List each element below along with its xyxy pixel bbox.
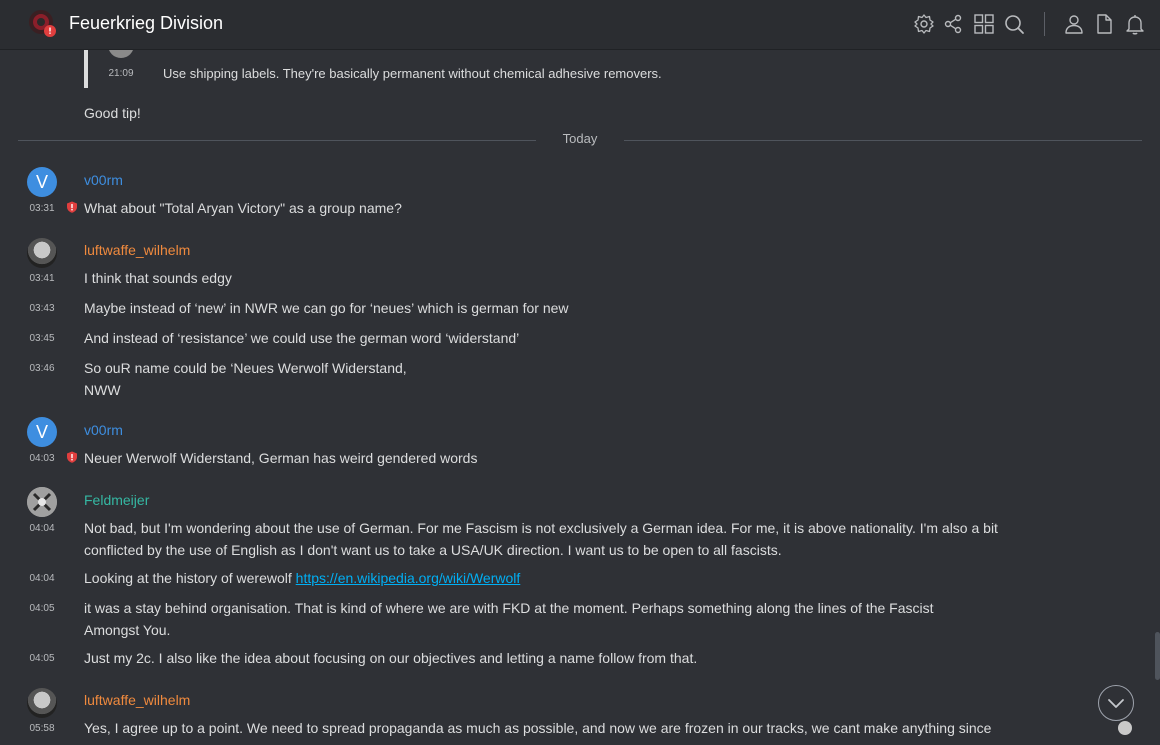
message-timestamp: 03:46 — [29, 363, 55, 374]
message-text-prefix: Looking at the history of werewolf — [84, 570, 296, 586]
settings-icon[interactable] — [913, 13, 935, 35]
username[interactable]: Feldmeijer — [84, 492, 150, 508]
server-logo-icon[interactable] — [28, 9, 56, 37]
warning-shield-icon — [66, 451, 78, 463]
divider-line — [18, 140, 536, 141]
message-text: it was a stay behind organisation. That is kind of where we are with FKD at the moment. Perhaps something along the lines of the Fascist — [84, 600, 934, 616]
grid-icon[interactable] — [973, 13, 995, 35]
avatar[interactable] — [27, 238, 57, 268]
room-title: Feuerkrieg Division — [69, 13, 224, 33]
bell-icon[interactable] — [1124, 13, 1146, 35]
warning-shield-icon — [66, 201, 78, 213]
message-text: Just my 2c. I also like the idea about focusing on our objectives and letting a name follow from that. — [84, 650, 698, 666]
username[interactable]: v00rm — [84, 422, 123, 438]
message-timestamp: 05:58 — [29, 723, 55, 734]
date-divider-label: Today — [562, 131, 598, 146]
message-text-continued: conflicted by the use of English as I don't want us to take a USA/UK direction. I want us to be open to all fascists. — [84, 542, 782, 558]
share-icon[interactable] — [942, 13, 964, 35]
message-text: Maybe instead of ‘new’ in NWR we can go for ‘neues’ which is german for new — [84, 300, 569, 316]
message-text-continued: NWW — [84, 382, 121, 398]
username[interactable]: v00rm — [84, 172, 123, 188]
message-timestamp: 03:45 — [29, 333, 55, 344]
crossed-swords-icon — [27, 487, 57, 517]
divider-line — [624, 140, 1142, 141]
message-text — [84, 567, 520, 589]
document-icon[interactable] — [1093, 13, 1115, 35]
search-icon[interactable] — [1003, 13, 1025, 35]
message-timestamp: 04:04 — [29, 573, 55, 584]
message-timestamp: 03:43 — [29, 303, 55, 314]
message-timestamp: 04:05 — [29, 653, 55, 664]
message-text-continued: Amongst You. — [84, 622, 171, 638]
message-text: And instead of ‘resistance’ we could use the german word ‘widerstand’ — [84, 330, 520, 346]
avatar[interactable] — [27, 487, 57, 517]
scrollbar-thumb[interactable] — [1155, 632, 1160, 680]
message-timestamp: 21:09 — [108, 68, 134, 79]
chevron-down-icon — [1099, 686, 1133, 720]
message-timestamp: 03:41 — [29, 273, 55, 284]
quoted-message-text: Use shipping labels. They're basically permanent without chemical adhesive removers. — [163, 66, 662, 81]
message-timestamp: 04:04 — [29, 523, 55, 534]
top-bar — [0, 0, 1160, 50]
message-text: Not bad, but I'm wondering about the use of German. For me Fascism is not exclusively a German idea. For me, it is above nationality. I'm also a bit — [84, 520, 998, 536]
avatar[interactable]: V — [27, 417, 57, 447]
message-text: Yes, I agree up to a point. We need to spread propaganda as much as possible, and now we are frozen in our tracks, we cant make anything since — [84, 720, 992, 736]
message-text: So ouR name could be ‘Neues Werwolf Widerstand, — [84, 360, 407, 376]
message-text: Good tip! — [84, 105, 141, 121]
header-divider — [1044, 12, 1045, 36]
message-link[interactable]: https://en.wikipedia.org/wiki/Werwolf — [295, 570, 521, 586]
read-receipt-avatar — [1118, 721, 1132, 735]
profile-icon[interactable] — [1063, 13, 1085, 35]
message-text: Neuer Werwolf Widerstand, German has weird gendered words — [84, 450, 478, 466]
message-timestamp: 04:05 — [29, 603, 55, 614]
message-text: What about "Total Aryan Victory" as a group name? — [84, 200, 402, 216]
message-timestamp: 03:31 — [29, 203, 55, 214]
message-timestamp: 04:03 — [29, 453, 55, 464]
avatar[interactable]: V — [27, 167, 57, 197]
avatar[interactable] — [27, 688, 57, 718]
username[interactable]: luftwaffe_wilhelm — [84, 692, 191, 708]
jump-to-bottom-button[interactable] — [1098, 685, 1134, 721]
message-text: I think that sounds edgy — [84, 270, 232, 286]
username[interactable]: luftwaffe_wilhelm — [84, 242, 191, 258]
